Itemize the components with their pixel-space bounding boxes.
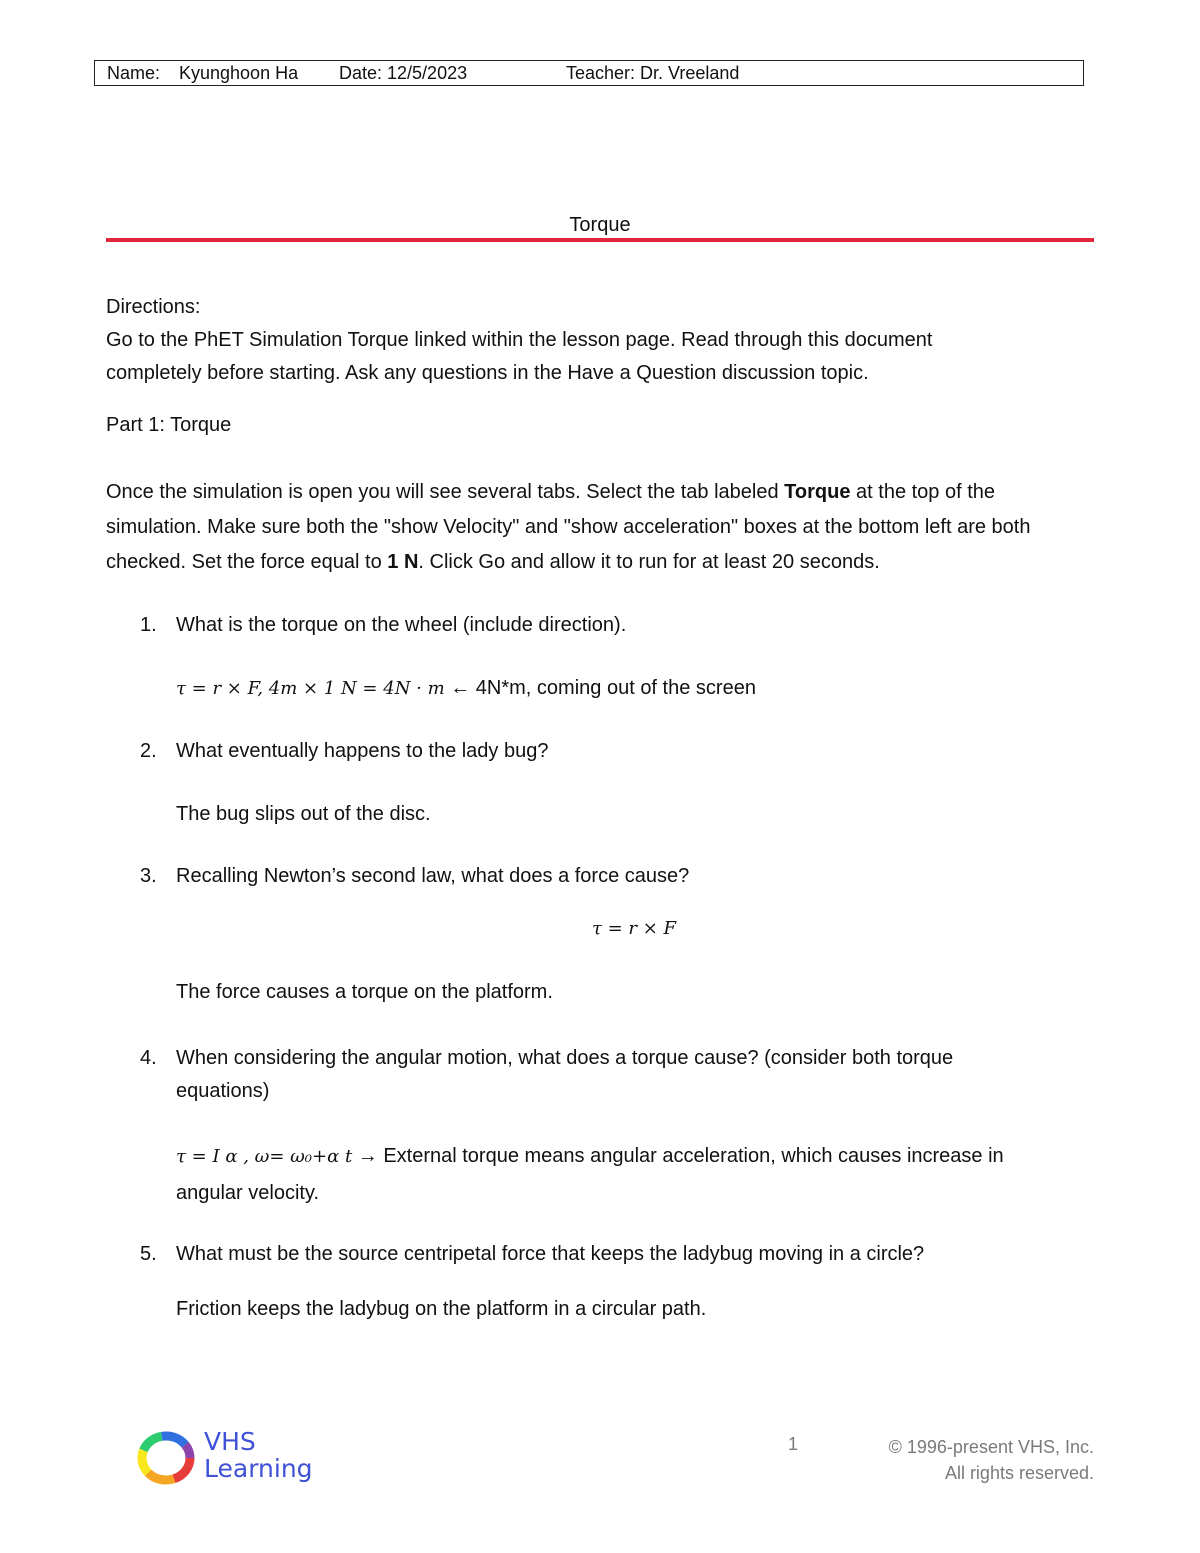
date: Date: 12/5/2023 xyxy=(339,63,468,83)
question-number: 5. xyxy=(140,1243,157,1265)
answer-2: The bug slips out of the disc. xyxy=(176,803,431,825)
name-label: Name: xyxy=(107,63,161,83)
question-4 xyxy=(140,1042,1090,1108)
answer-3: The force causes a torque on the platform. xyxy=(176,981,553,1003)
logo-line-1: VHS xyxy=(204,1427,256,1456)
question-1 xyxy=(140,609,1090,642)
title-rule xyxy=(106,238,1094,242)
directions-heading: Directions: xyxy=(106,296,201,318)
answer-4-equation: τ = I α , ω= ω₀+α t xyxy=(176,1146,353,1167)
page-number: 1 xyxy=(788,1434,799,1454)
answer-1-text: ← 4N*m, coming out of the screen xyxy=(444,677,756,699)
intro-paragraph xyxy=(106,475,1081,580)
answer-4 xyxy=(176,1138,1056,1211)
question-number: 1. xyxy=(140,614,157,636)
question-3 xyxy=(140,860,1090,893)
answer-4-text: → External torque means angular acceleration, which causes increase in angular velocity. xyxy=(176,1145,1004,1204)
copyright-line-2: All rights reserved. xyxy=(944,1463,1094,1483)
answer-1 xyxy=(176,672,1076,705)
intro-bold-torque: Torque xyxy=(784,481,851,503)
vhs-logo-icon xyxy=(136,1430,196,1486)
intro-text-a: Once the simulation is open you will see several tabs. Select the tab labeled xyxy=(106,481,785,503)
document-title: Torque xyxy=(569,214,631,236)
answer-3-equation: τ = r × F xyxy=(591,918,677,939)
intro-text-b: at the top of the simulation. Make sure both the "show Velocity" and "show acceleration" boxes at the bottom left are both checked. Set the force equal to xyxy=(106,481,1031,573)
question-text: What must be the source centripetal force that keeps the ladybug moving in a circle? xyxy=(176,1243,925,1265)
question-text: When considering the angular motion, what does a torque cause? (consider both torque equations) xyxy=(176,1047,954,1102)
answer-1-equation: τ = r × F, 4m × 1 N = 4N · m xyxy=(176,678,445,699)
question-text: Recalling Newton’s second law, what does a force cause? xyxy=(176,865,690,887)
answer-5: Friction keeps the ladybug on the platform in a circular path. xyxy=(176,1298,707,1320)
part1-heading: Part 1: Torque xyxy=(106,414,232,436)
question-text: What is the torque on the wheel (include direction). xyxy=(176,614,627,636)
question-number: 4. xyxy=(140,1047,157,1069)
logo-wordmark xyxy=(204,1428,313,1482)
student-name: Kyunghoon Ha xyxy=(179,63,299,83)
header-box xyxy=(94,60,1084,86)
copyright-line-1: © 1996-present VHS, Inc. xyxy=(888,1437,1094,1457)
copyright xyxy=(889,1434,1094,1486)
question-5 xyxy=(140,1238,1090,1271)
question-number: 3. xyxy=(140,865,157,887)
question-2 xyxy=(140,735,1090,768)
question-text: What eventually happens to the lady bug? xyxy=(176,740,549,762)
intro-text-c: . Click Go and allow it to run for at least 20 seconds. xyxy=(418,551,880,573)
logo-line-2: Learning xyxy=(204,1454,313,1483)
teacher: Teacher: Dr. Vreeland xyxy=(566,63,740,83)
directions-text: Go to the PhET Simulation Torque linked within the lesson page. Read through this document completely before starting. Ask any questions in the Have a Question discussion topic. xyxy=(106,329,933,384)
intro-bold-force: 1 N xyxy=(387,551,419,573)
question-number: 2. xyxy=(140,740,157,762)
